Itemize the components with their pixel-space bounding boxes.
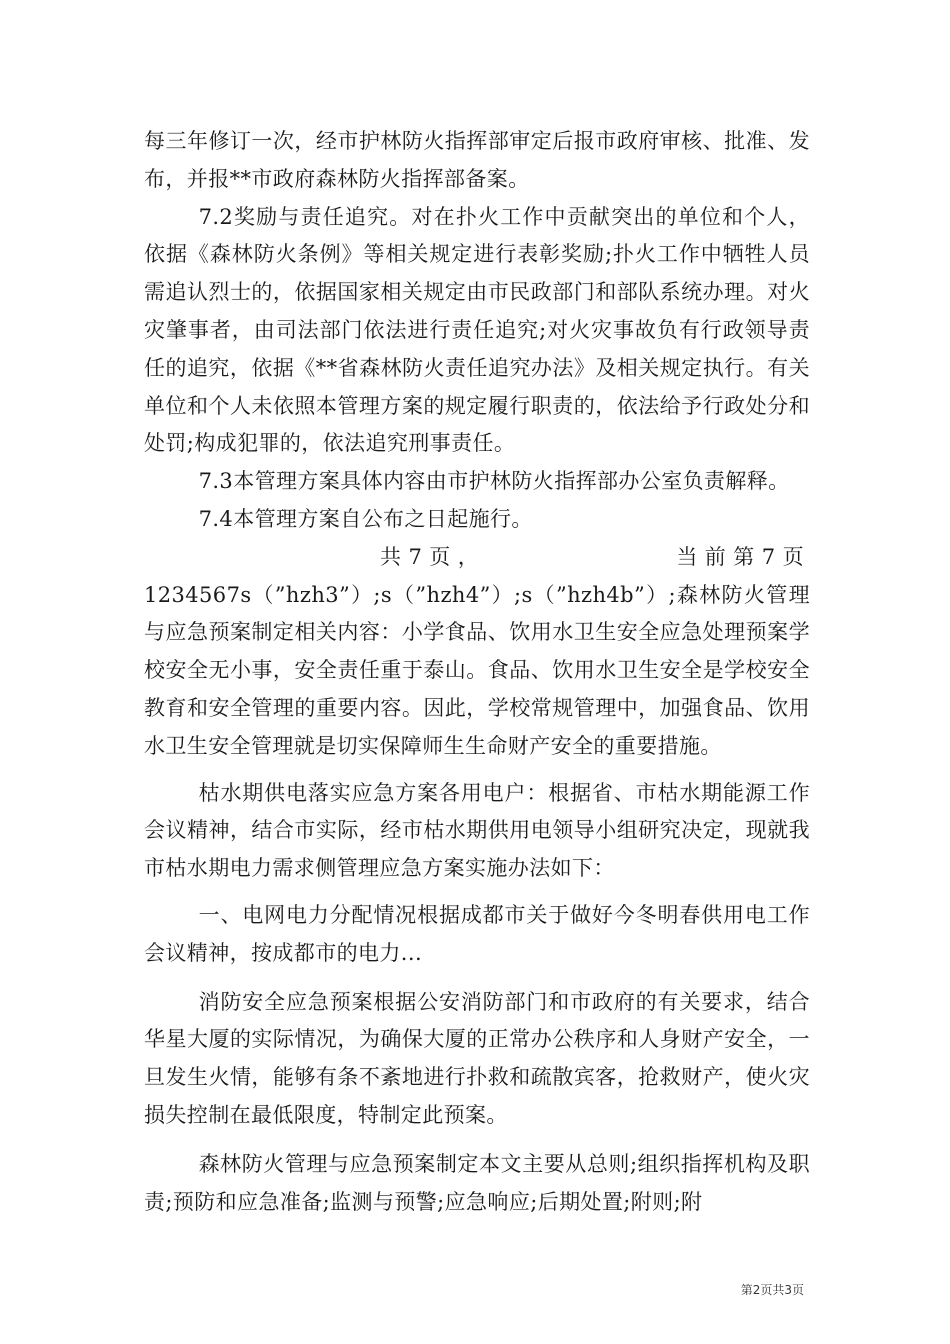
- page-total-text: 共 7 页 ，: [380, 544, 480, 569]
- paragraph-section-7-4: 7.4本管理方案自公布之日起施行。: [198, 506, 533, 531]
- page-current-text: 当 前 第 7 页: [676, 544, 804, 569]
- paragraph-dry-season-power: 枯水期供电落实应急方案各用电户：根据省、市枯水期能源工作会议精神，结合市实际，经市枯水期供用电领导小组研究决定，现就我市枯水期电力需求侧管理应急方案实施办法如下：: [144, 780, 810, 881]
- page-count-line: [144, 539, 810, 577]
- paragraph-section-7-2: 7.2奖励与责任追究。对在扑火工作中贡献突出的单位和个人，依据《森林防火条例》等相关规定进行表彰奖励;扑火工作中牺牲人员需追认烈士的，依据国家相关规定由市民政部门和部队系统办理。对火灾肇事者，由司法部门依法进行责任追究;对火灾事故负有行政领导责任的追究，依据《**省森林防火责任追究办法》及相关规定执行。有关单位和个人未依照本管理方案的规定履行职责的，依法给予行政处分和处罚;构成犯罪的，依法追究刑事责任。: [144, 204, 810, 456]
- paragraph-continuation: 每三年修订一次，经市护林防火指挥部审定后报市政府审核、批准、发布，并报**市政府森林防火指挥部备案。: [144, 129, 810, 191]
- paragraph-section-7-3: 7.3本管理方案具体内容由市护林防火指挥部办公室负责解释。: [198, 469, 790, 494]
- page-footer-number: 第2页共3页: [740, 1283, 804, 1297]
- paragraph-forest-fire-plan: 森林防火管理与应急预案制定本文主要从总则;组织指挥机构及职责;预防和应急准备;监测与预警;应急响应;后期处置;附则;附: [144, 1151, 810, 1214]
- paragraph-fire-safety-plan: 消防安全应急预案根据公安消防部门和市政府的有关要求，结合华星大厦的实际情况，为确保大厦的正常办公秩序和人身财产安全，一旦发生火情，能够有条不紊地进行扑救和疏散宾客，抢救财产，使火灾损失控制在最低限度，特制定此预案。: [144, 989, 810, 1127]
- paragraph-grid-allocation: 一、电网电力分配情况根据成都市关于做好今冬明春供用电工作会议精神，按成都市的电力...: [144, 902, 810, 965]
- document-body: [144, 123, 810, 1221]
- paragraph-related-content: 1234567s（”hzh3”）;s（”hzh4”）;s（”hzh4b”）;森林防火管理与应急预案制定相关内容：小学食品、饮用水卫生安全应急处理预案学校安全无小事，安全责任重于泰山。食品、饮用水卫生安全是学校安全教育和安全管理的重要内容。因此，学校常规管理中，加强食品、饮用水卫生安全管理就是切实保障师生生命财产安全的重要措施。: [144, 582, 810, 758]
